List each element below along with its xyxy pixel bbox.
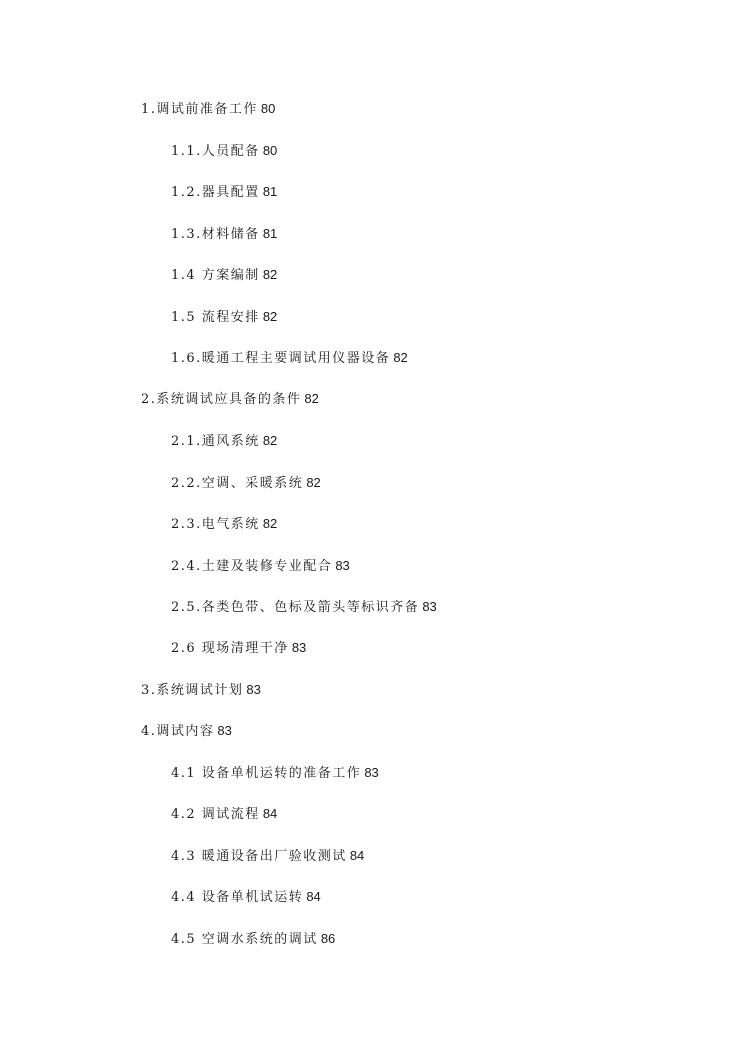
toc-entry-label: 1.6.暖通工程主要调试用仪器设备 (171, 351, 391, 366)
toc-entry (171, 765, 379, 782)
toc-entry-label: 2.4.土建及装修专业配合 (171, 559, 333, 574)
toc-entry-page: 86 (320, 931, 336, 946)
toc-entry-label: 4.5 空调水系统的调试 (171, 932, 318, 947)
toc-entry-label: 4.调试内容 (141, 724, 215, 739)
toc-entry-page: 83 (246, 682, 261, 697)
toc-entry (171, 599, 437, 616)
toc-entry-page: 82 (262, 433, 278, 448)
toc-entry-page: 84 (349, 848, 365, 863)
toc-entry (171, 184, 277, 201)
toc-entry (171, 226, 277, 243)
toc-entry-page: 80 (262, 143, 278, 158)
toc-entry-label: 4.4 设备单机试运转 (171, 890, 304, 905)
toc-entry-page: 82 (262, 267, 278, 282)
toc-entry-label: 1.1.人员配备 (171, 144, 260, 159)
toc-entry (171, 889, 321, 906)
toc-entry (171, 558, 350, 575)
toc-entry-page: 83 (335, 558, 350, 573)
toc-entry (171, 931, 335, 948)
toc-entry-page: 83 (217, 723, 232, 738)
toc-entry-page: 80 (260, 101, 276, 116)
toc-entry-page: 82 (306, 475, 321, 490)
toc-entry-label: 4.3 暖通设备出厂验收测试 (171, 849, 347, 864)
toc-entry (171, 143, 277, 160)
toc-entry (141, 391, 319, 408)
toc-entry-page: 81 (262, 226, 278, 241)
toc-entry-page: 81 (262, 184, 278, 199)
toc-entry-page: 84 (306, 889, 321, 904)
toc-entry-page: 84 (262, 806, 278, 821)
toc-entry (171, 433, 277, 450)
toc-entry-page: 83 (364, 765, 379, 780)
toc-entry-label: 4.1 设备单机运转的准备工作 (171, 766, 362, 781)
toc-entry-label: 3.系统调试计划 (141, 683, 244, 698)
toc-entry (171, 267, 277, 284)
toc-entry-label: 1.3.材料储备 (171, 227, 260, 242)
toc-entry-label: 2.1.通风系统 (171, 434, 260, 449)
toc-entry-page: 82 (262, 516, 278, 531)
toc-entry-page: 82 (262, 309, 278, 324)
toc-entry (171, 806, 277, 823)
toc-entry (141, 101, 275, 118)
toc-entry (171, 516, 277, 533)
toc-entry-label: 2.系统调试应具备的条件 (141, 392, 302, 407)
toc-entry (171, 475, 321, 492)
toc-entry-page: 83 (422, 599, 437, 614)
toc-entry-label: 1.4 方案编制 (171, 268, 260, 283)
toc-entry-page: 82 (393, 350, 408, 365)
toc-entry (171, 640, 306, 657)
toc-entry-label: 2.3.电气系统 (171, 517, 260, 532)
toc-entry-page: 83 (291, 640, 307, 655)
toc-entry (171, 848, 364, 865)
toc-entry-label: 1.5 流程安排 (171, 310, 260, 325)
toc-entry (171, 309, 277, 326)
toc-entry-label: 4.2 调试流程 (171, 807, 260, 822)
toc-entry-label: 2.2.空调、采暖系统 (171, 476, 304, 491)
toc-entry-label: 1.2.器具配置 (171, 185, 260, 200)
toc-entry (141, 682, 261, 699)
toc-entry-label: 1.调试前准备工作 (141, 102, 258, 117)
toc-entry (141, 723, 232, 740)
toc-entry (171, 350, 408, 367)
toc-entry-label: 2.5.各类色带、色标及箭头等标识齐备 (171, 600, 420, 615)
toc-entry-label: 2.6 现场清理干净 (171, 641, 289, 656)
toc-entry-page: 82 (304, 391, 319, 406)
